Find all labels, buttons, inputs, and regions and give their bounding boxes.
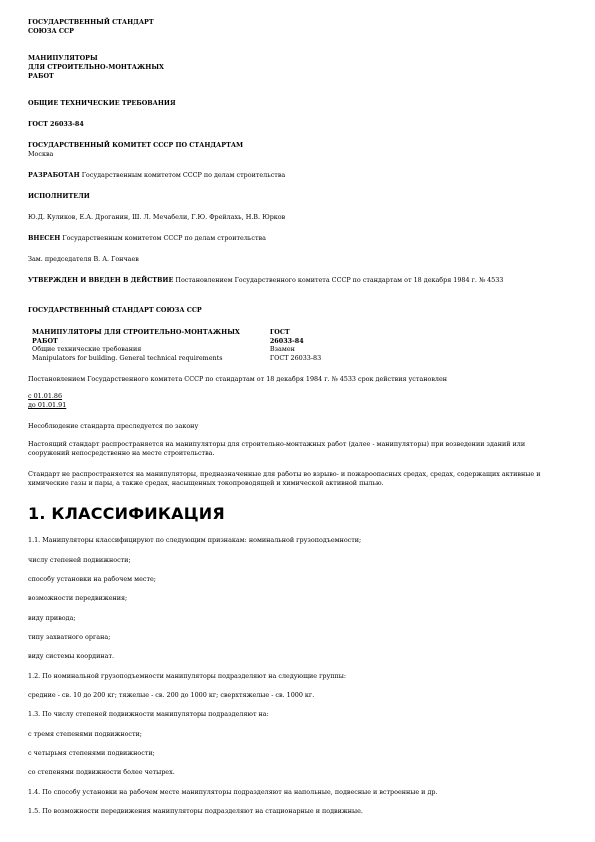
standard-type-line2: СОЮЗА ССР bbox=[28, 27, 74, 35]
introduced-label: ВНЕСЕН bbox=[28, 234, 61, 242]
title-line2: ДЛЯ СТРОИТЕЛЬНО-МОНТАЖНЫХ bbox=[28, 63, 164, 71]
standard-type-line1: ГОСУДАРСТВЕННЫЙ СТАНДАРТ bbox=[28, 18, 154, 26]
developed-line bbox=[28, 171, 285, 180]
valid-to-date: до 01.01.91 bbox=[28, 401, 67, 409]
subtitle: ОБЩИЕ ТЕХНИЧЕСКИЕ ТРЕБОВАНИЯ bbox=[28, 99, 176, 107]
deputy-line: Зам. председателя В. А. Гончаев bbox=[28, 255, 139, 263]
compliance-note: Несоблюдение стандарта преследуется по закону bbox=[28, 422, 199, 430]
intro-paragraph-1: Настоящий стандарт распространяется на манипуляторы для строительно-монтажных работ (далее - манипуляторы) при возведении зданий или сооружений непосредственно на месте строительства. bbox=[28, 440, 526, 457]
header-right-line4: ГОСТ 26033-83 bbox=[269, 353, 322, 362]
clause-1-1-item: виду привода; bbox=[28, 614, 76, 622]
clause-1-1-item: возможности передвижения; bbox=[28, 594, 128, 602]
committee-name: ГОСУДАРСТВЕННЫЙ КОМИТЕТ СССР ПО СТАНДАРТАМ bbox=[28, 141, 244, 149]
clause-1-5: 1.5. По возможности передвижения манипуляторы подразделяют на стационарные и подвижные. bbox=[28, 807, 363, 815]
developed-label: РАЗРАБОТАН bbox=[28, 171, 80, 179]
header-left-line3: Общие технические требования bbox=[32, 345, 142, 353]
header-left-line4: Manipulators for building. General technical requirements bbox=[32, 353, 223, 362]
gost-number: ГОСТ 26033-84 bbox=[28, 120, 84, 128]
title-line1: МАНИПУЛЯТОРЫ bbox=[28, 54, 98, 62]
clause-1-2-groups: средние - св. 10 до 200 кг; тяжелые - св. 200 до 1000 кг; сверхтяжелые - св. 1000 кг. bbox=[28, 691, 315, 699]
executors-text: Ю.Д. Куликов, Е.А. Дроганин, Ш. Л. Мечабели, Г.Ю. Фрейлахь, Н.В. Юрков bbox=[28, 213, 286, 221]
clause-1-1: 1.1. Манипуляторы классифицируют по следующим признакам: номинальной грузоподъемности; bbox=[28, 536, 362, 544]
clause-1-4: 1.4. По способу установки на рабочем месте манипуляторы подразделяют на напольные, подвесные и встроенные и др. bbox=[28, 788, 438, 796]
clause-1-3: 1.3. По числу степеней подвижности манипуляторы подразделяют на: bbox=[28, 710, 269, 718]
approved-text: Постановлением Государственного комитета СССР по стандартам от 18 декабря 1984 г. № 4533 bbox=[173, 276, 504, 284]
header-left-line1: МАНИПУЛЯТОРЫ ДЛЯ СТРОИТЕЛЬНО-МОНТАЖНЫХ bbox=[32, 328, 240, 336]
clause-1-1-item: типу захватного органа; bbox=[28, 633, 111, 641]
decree-text: Постановлением Государственного комитета СССР по стандартам от 18 декабря 1984 г. № 4533 срок действия установлен bbox=[28, 375, 448, 383]
clause-1-1-item: способу установки на рабочем месте; bbox=[28, 575, 156, 583]
clause-1-1-item: числу степеней подвижности; bbox=[28, 556, 131, 564]
section-heading: 1. КЛАССИФИКАЦИЯ bbox=[28, 504, 225, 523]
executors-label: ИСПОЛНИТЕЛИ bbox=[28, 192, 90, 200]
approved-label: УТВЕРЖДЕН И ВВЕДЕН В ДЕЙСТВИЕ bbox=[28, 276, 174, 284]
clause-1-3-item: с тремя степенями подвижности; bbox=[28, 730, 142, 738]
city: Москва bbox=[28, 150, 54, 158]
approved-line bbox=[28, 276, 548, 285]
intro-paragraph-2: Стандарт не распространяется на манипуляторы, предназначенные для работы во взрыво- и пожароопасных средах, средах, содержащих активные и химические газы и пары, а также средах, насыщенных токопроводящей и химической активной пылью. bbox=[28, 470, 541, 487]
introduced-line bbox=[28, 234, 266, 243]
clause-1-3-item: с четырьмя степенями подвижности; bbox=[28, 749, 155, 757]
header-right-line3: Взамен bbox=[269, 345, 295, 353]
standard-block-heading: ГОСУДАРСТВЕННЫЙ СТАНДАРТ СОЮЗА ССР bbox=[28, 306, 202, 314]
developed-text: Государственным комитетом СССР по делам строительства bbox=[79, 171, 286, 179]
clause-1-1-item: виду системы координат. bbox=[28, 652, 115, 660]
clause-1-2: 1.2. По номинальной грузоподъемности манипуляторы подразделяют на следующие группы: bbox=[28, 672, 347, 680]
title-line3: РАБОТ bbox=[28, 72, 54, 80]
clause-1-3-item: со степенями подвижности более четырех. bbox=[28, 768, 175, 776]
header-left-line2: РАБОТ bbox=[32, 336, 58, 345]
introduced-text: Государственным комитетом СССР по делам строительства bbox=[60, 234, 266, 242]
header-right-line1: ГОСТ bbox=[269, 328, 290, 336]
standard-header-table bbox=[32, 328, 321, 362]
valid-from-date: с 01.01.86 bbox=[28, 392, 63, 400]
header-right-line2: 26033-84 bbox=[269, 336, 304, 345]
